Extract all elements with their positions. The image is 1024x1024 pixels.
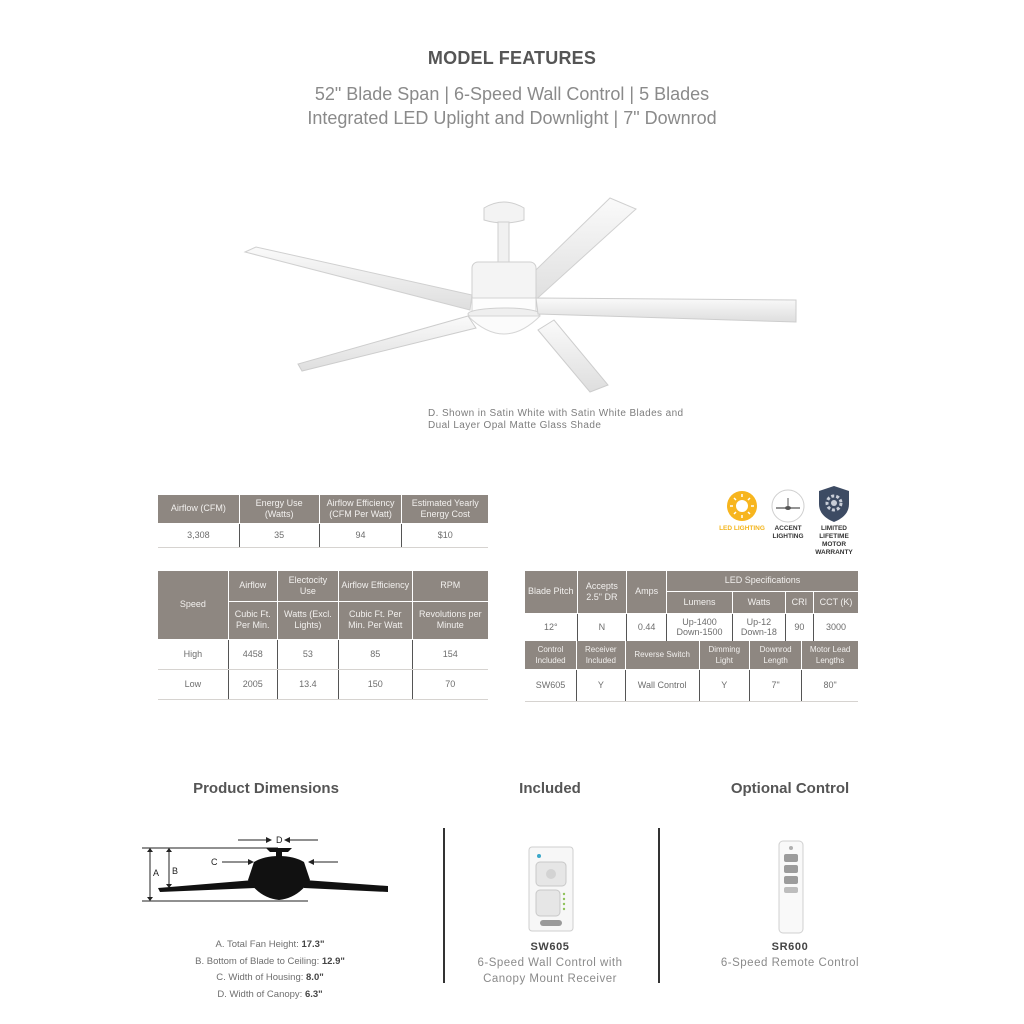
divider	[443, 828, 445, 983]
speed-table	[158, 571, 488, 700]
list-item: A. Total Fan Height: 17.3"	[215, 939, 325, 950]
speed-header: Speed	[158, 571, 228, 639]
warranty-badge	[816, 484, 852, 524]
electricity-header: Electocity Use	[277, 571, 338, 601]
dimensions-title: Product Dimensions	[193, 780, 339, 797]
optional-control-title: Optional Control	[730, 780, 850, 797]
efficiency-header: Airflow Efficiency	[338, 571, 412, 601]
remote-control-image	[778, 840, 804, 934]
sun-icon	[722, 488, 762, 528]
wall-control-image	[528, 846, 574, 932]
included-title: Included	[519, 780, 581, 797]
features-line-1: 52" Blade Span | 6-Speed Wall Control | 5 Blades	[314, 84, 710, 104]
accepts-header: Accepts 2.5" DR	[577, 571, 627, 613]
blade-pitch-header: Blade Pitch	[525, 571, 577, 613]
included-product-name: SW605	[530, 941, 570, 953]
svg-text:A: A	[153, 868, 160, 878]
list-item: D. Width of Canopy: 6.3"	[217, 988, 323, 1000]
energy-header-energy-use: Energy Use (Watts)	[239, 495, 319, 523]
svg-text:B: B	[172, 866, 179, 876]
lumens-header: Lumens	[667, 591, 733, 613]
led-spec-header: LED Specifications	[667, 571, 859, 591]
ceiling-fan-image	[240, 192, 800, 397]
optional-product-desc: 6-Speed Remote Control	[720, 957, 860, 969]
list-item: C. Width of Housing: 8.0"	[216, 972, 324, 983]
dimensions-list	[150, 937, 390, 1003]
control-spec-table: Control Included Receiver Included Reverse Switch Dimming Light Downrod Length Motor Lead Lengths SW605 Y Wall Control Y 7" 80"	[525, 641, 858, 702]
rpm-header: RPM	[412, 571, 488, 601]
table-row: Low 2005 13.4 150 70	[158, 669, 488, 699]
cri-header: CRI	[785, 591, 813, 613]
energy-cell: $10	[402, 523, 488, 547]
table-row: 12° N 0.44 Up-1400 Down-1500 Up-12 Down-18 90 3000	[525, 613, 858, 641]
warranty-label: LIMITED LIFETIME MOTOR WARRANTY	[815, 525, 853, 556]
included-product-desc: 6-Speed Wall Control with Canopy Mount Receiver	[477, 957, 623, 985]
accent-lighting-label: ACCENT LIGHTING	[772, 525, 804, 540]
energy-table	[158, 495, 488, 548]
page-title: MODEL FEATURES	[427, 48, 597, 68]
optional-product-name: SR600	[771, 941, 809, 953]
fan-dimension-diagram	[138, 830, 394, 908]
list-item: B. Bottom of Blade to Ceiling: 12.9"	[195, 955, 345, 967]
svg-text:C: C	[211, 857, 218, 867]
table-row: High 4458 53 85 154	[158, 639, 488, 669]
energy-cell: 94	[319, 523, 402, 547]
energy-header-efficiency: Airflow Efficiency (CFM Per Watt)	[319, 495, 402, 523]
table-row: SW605 Y Wall Control Y 7" 80"	[525, 669, 858, 701]
energy-header-cost: Estimated Yearly Energy Cost	[402, 495, 488, 523]
cct-header: CCT (K)	[814, 591, 859, 613]
product-caption: D. Shown in Satin White with Satin White Blades and Dual Layer Opal Matte Glass Shade	[428, 408, 684, 431]
accent-lighting-badge	[770, 488, 806, 524]
led-spec-table	[525, 571, 858, 642]
divider	[658, 828, 660, 983]
led-lighting-badge	[722, 488, 762, 528]
gear-shield-icon	[816, 484, 852, 524]
amps-header: Amps	[627, 571, 667, 613]
watts-header: Watts	[733, 591, 786, 613]
watts-subheader: Watts (Excl. Lights)	[277, 601, 338, 639]
svg-text:D: D	[276, 835, 283, 845]
fan-icon	[770, 488, 806, 524]
airflow-subheader: Cubic Ft. Per Min.	[228, 601, 277, 639]
rpm-subheader: Revolutions per Minute	[412, 601, 488, 639]
features-line-2: Integrated LED Uplight and Downlight | 7" Downrod	[307, 108, 717, 128]
energy-header-airflow: Airflow (CFM)	[158, 495, 239, 523]
energy-cell: 3,308	[158, 523, 239, 547]
energy-cell: 35	[239, 523, 319, 547]
efficiency-subheader: Cubic Ft. Per Min. Per Watt	[338, 601, 412, 639]
led-lighting-label: LED LIGHTING	[719, 525, 765, 532]
airflow-header: Airflow	[228, 571, 277, 601]
